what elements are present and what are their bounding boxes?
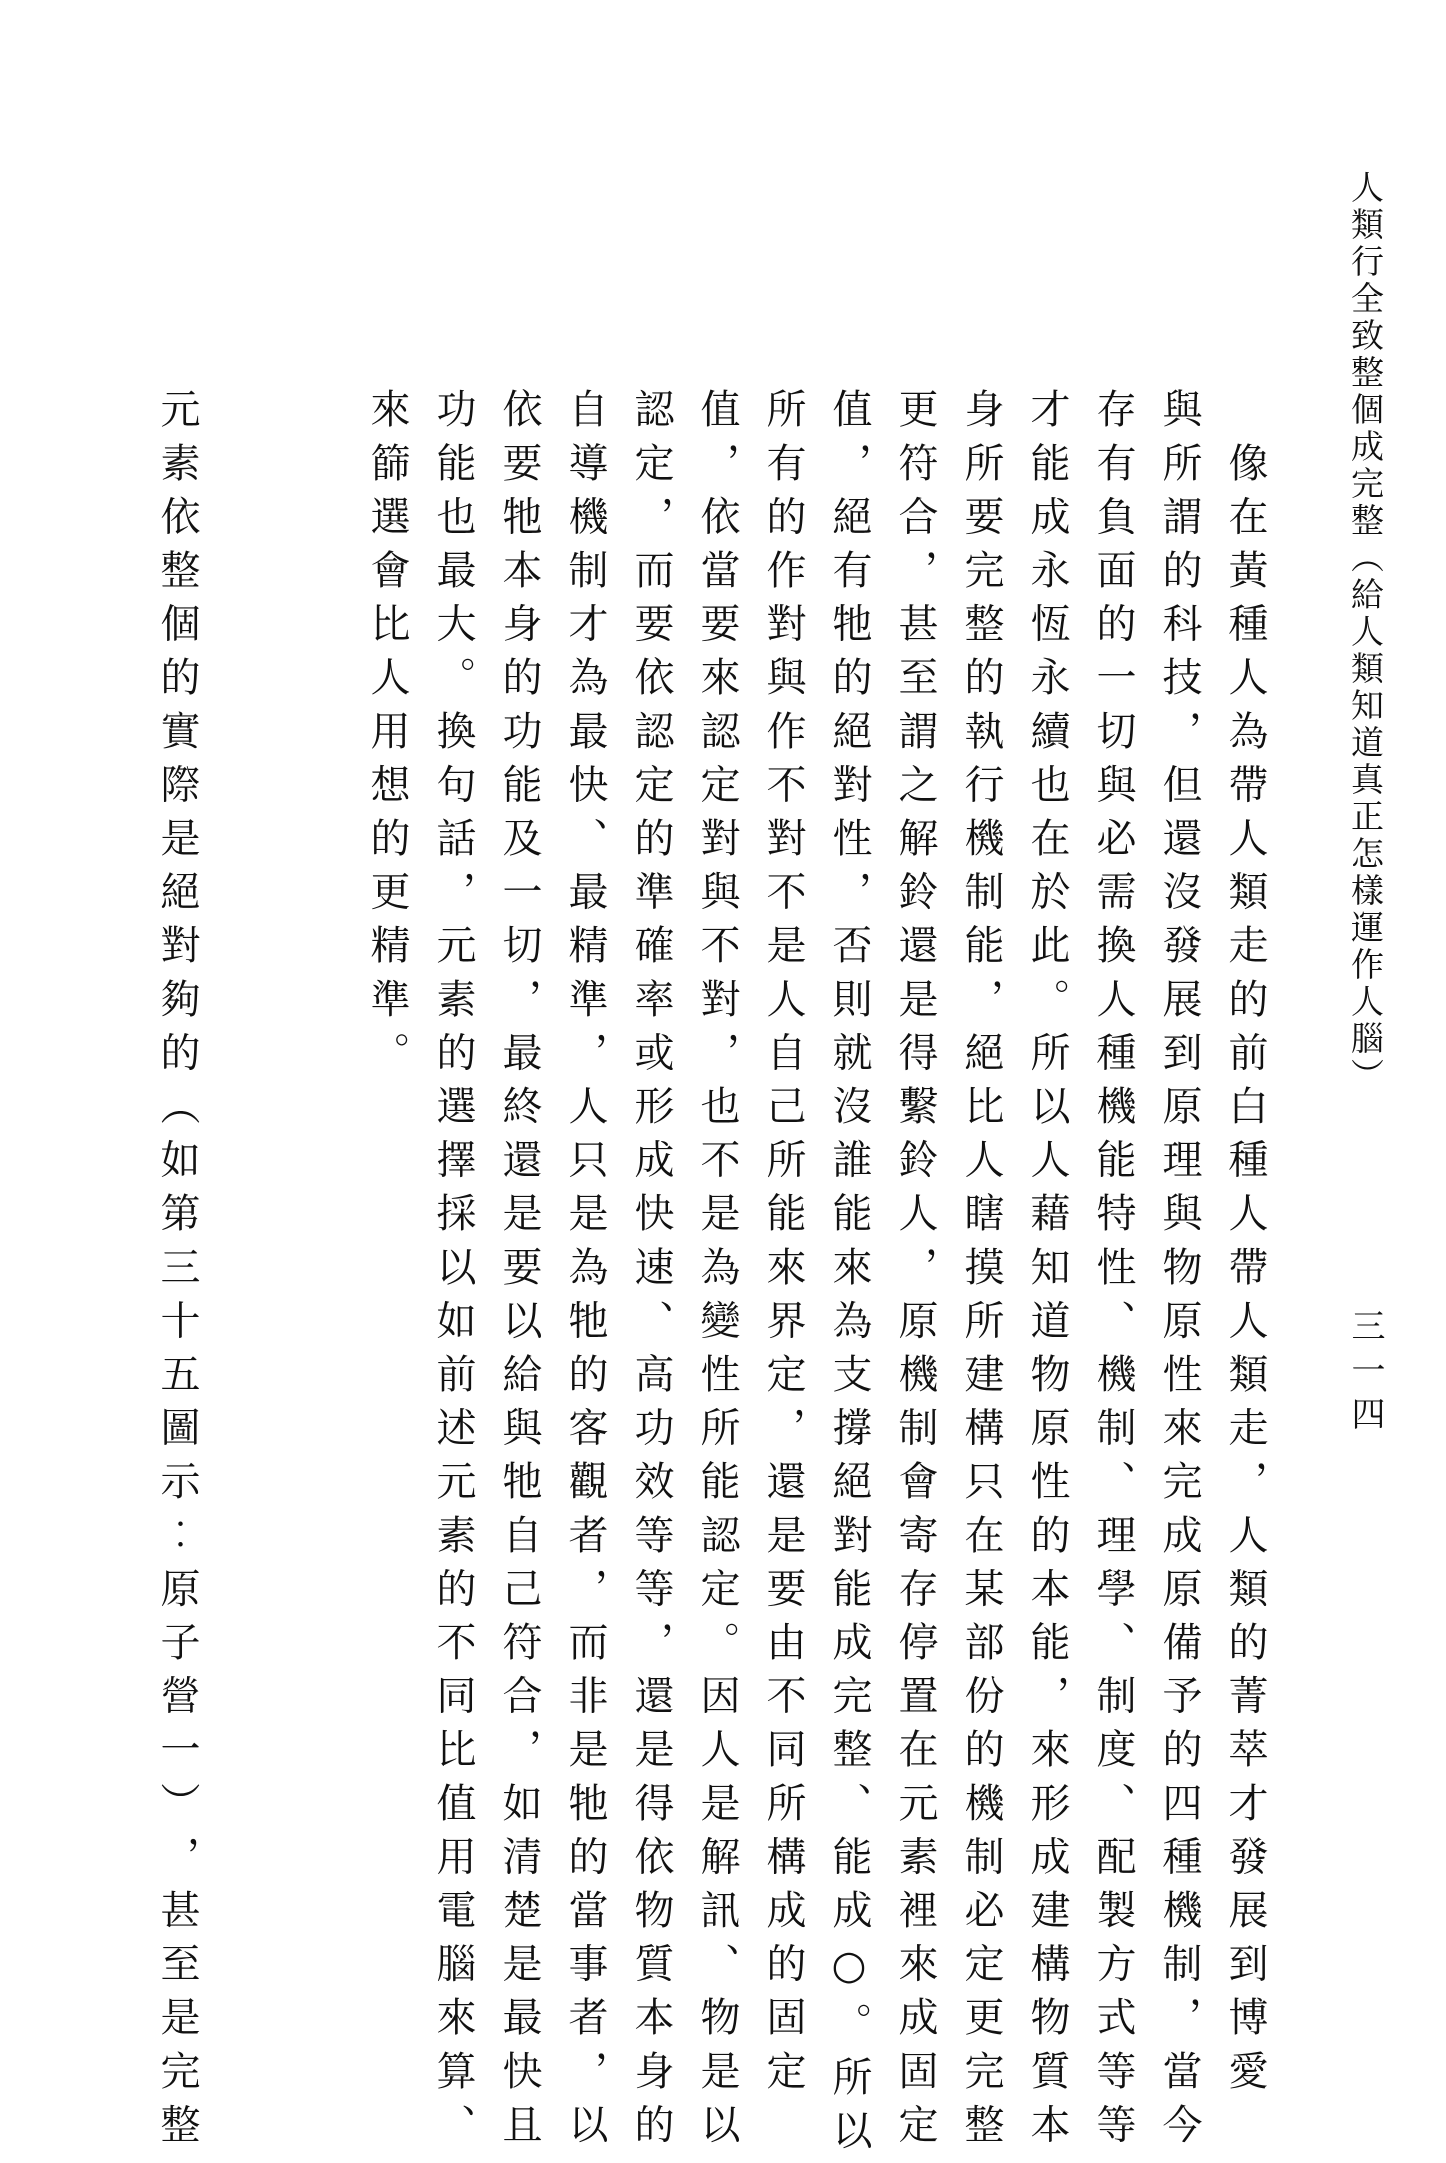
text-column: 元素依整個的實際是絕對夠的︵如第三十五圖示︰原子營一︶，甚至是完整 (154, 388, 200, 2157)
running-header: 人類行全致整個成完整︵給人類知道真正怎樣運作人腦︶ (1346, 170, 1385, 1095)
text-column: 值，絕有牠的絕對性，否則就沒誰能來為支撐絕對能成完整、能成○。所以 (826, 388, 872, 2163)
text-column: 存有負面的一切與必需換人種機能特性、機制、理學、制度、配製方式等等 (1090, 388, 1136, 2157)
text-column: 與所謂的科技，但還沒發展到原理與物原性來完成原備予的四種機制，當今 (1156, 388, 1202, 2157)
text-column: 依要牠本身的功能及一切，最終還是要以給與牠自己符合，如清楚是最快且 (496, 388, 542, 2157)
text-column: 來篩選會比人用想的更精準。 (364, 388, 410, 1085)
text-column: 像在黃種人為帶人類走的前白種人帶人類走，人類的菁萃才發展到博愛 (1222, 388, 1268, 2104)
text-column: 功能也最大。換句話，元素的選擇採以如前述元素的不同比值用電腦來算、 (430, 388, 476, 2157)
text-column: 認定，而要依認定的準確率或形成快速、高功效等等，還是得依物質本身的 (628, 388, 674, 2157)
text-column: 才能成永恆永續也在於此。所以人藉知道物原性的本能，來形成建構物質本 (1024, 388, 1070, 2157)
text-column: 所有的作對與作不對不是人自己所能來界定，還是要由不同所構成的固定 (760, 388, 806, 2104)
text-column: 值，依當要來認定對與不對，也不是為變性所能認定。因人是解訊、物是以 (694, 388, 740, 2157)
text-column: 自導機制才為最快、最精準，人只是為牠的客觀者，而非是牠的當事者，以 (562, 388, 608, 2157)
text-column: 更符合，甚至謂之解鈴還是得繫鈴人，原機制會寄存停置在元素裡來成固定 (892, 388, 938, 2157)
text-column: 身所要完整的執行機制能，絕比人瞎摸所建構只在某部份的機制必定更完整 (958, 388, 1004, 2157)
page-number: 三一四 (1345, 1308, 1385, 1440)
